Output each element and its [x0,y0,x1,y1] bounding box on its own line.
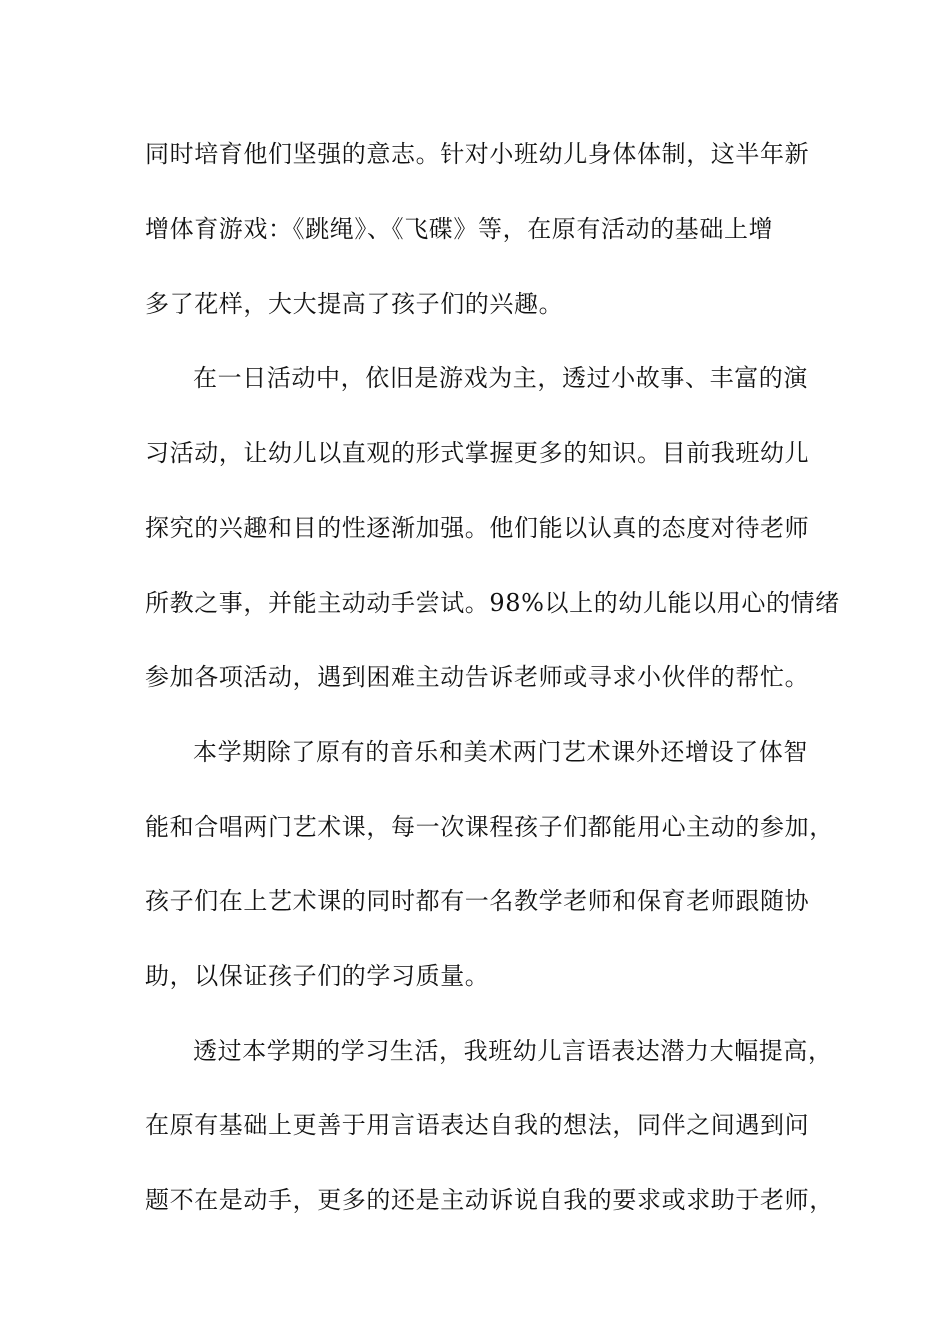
text-line: 能和合唱两门艺术课，每一次课程孩子们都能用心主动的参加， [145,813,834,841]
text-line: 助，以保证孩子们的学习质量。 [145,962,490,990]
text-line: 所教之事，并能主动动手尝试。98%以上的幼儿能以用心的情绪 [145,589,840,617]
text-line: 题不在是动手，更多的还是主动诉说自我的要求或求助于老师， [145,1186,834,1214]
text-line: 在原有基础上更善于用言语表达自我的想法，同伴之间遇到问 [145,1111,810,1139]
text-line: 透过本学期的学习生活，我班幼儿言语表达潜力大幅提高， [193,1037,833,1065]
text-line: 习活动，让幼儿以直观的形式掌握更多的知识。目前我班幼儿 [145,439,810,467]
text-line: 多了花样，大大提高了孩子们的兴趣。 [145,290,564,318]
text-line: 在一日活动中，依旧是游戏为主，透过小故事、丰富的演 [193,364,808,392]
text-line: 探究的兴趣和目的性逐渐加强。他们能以认真的态度对待老师 [145,514,810,542]
text-line: 同时培育他们坚强的意志。针对小班幼儿身体体制，这半年新 [145,140,810,168]
text-line: 参加各项活动，遇到困难主动告诉老师或寻求小伙伴的帮忙。 [145,663,810,691]
text-line: 孩子们在上艺术课的同时都有一名教学老师和保育老师跟随协 [145,887,810,915]
text-line: 增体育游戏：《跳绳》、《飞碟》等，在原有活动的基础上增 [145,215,774,243]
text-line: 本学期除了原有的音乐和美术两门艺术课外还增设了体智 [193,738,808,766]
